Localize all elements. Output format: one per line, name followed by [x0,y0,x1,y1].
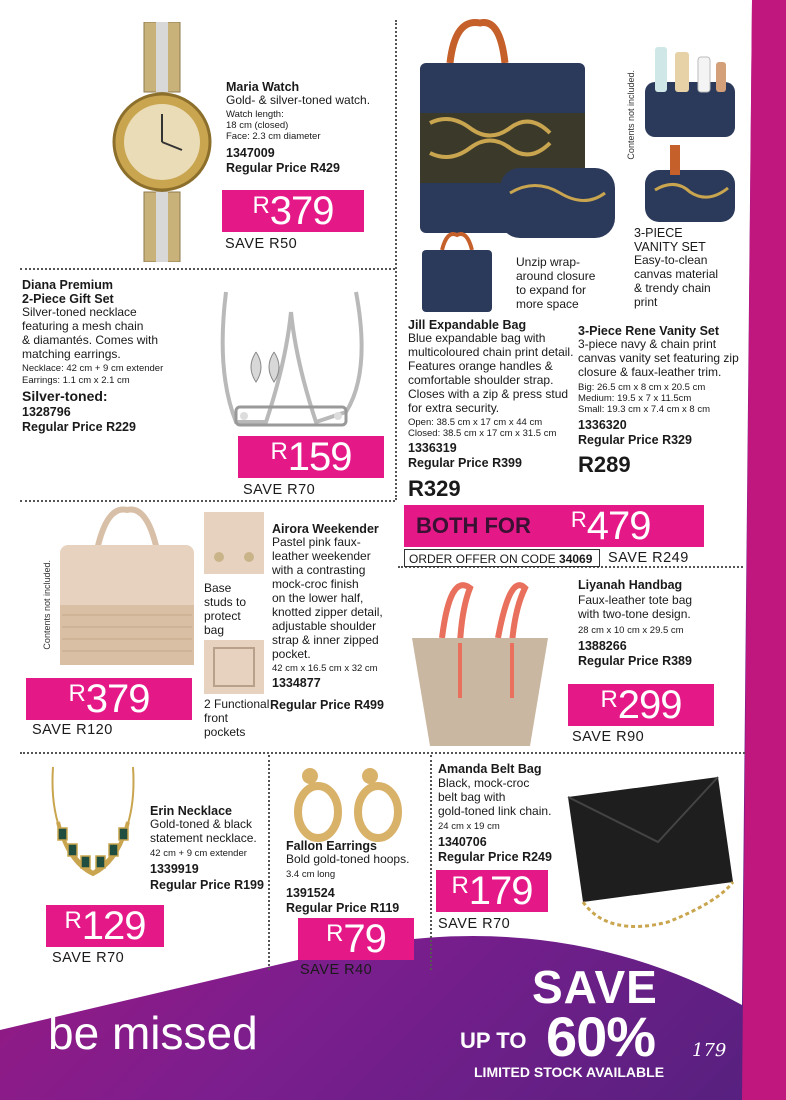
amanda-desc-1: Black, mock-croc [438,776,530,790]
diana-name-1: Diana Premium [22,278,114,292]
liyanah-price: 299 [617,682,682,727]
vanity-callout-1: 3-PIECE [634,226,683,240]
vanity-price: R289 [578,452,631,477]
weekender-callout-base-1: Base [204,581,232,595]
bundle-price: 479 [586,503,651,548]
liyanah-price-box [568,684,714,726]
diana-regular-price: Regular Price R229 [22,420,136,434]
jill-callout-4: more space [516,297,579,311]
weekender-desc-9: pocket. [272,647,311,661]
divider-col-top [395,20,397,500]
jill-desc-3: Features orange handles & [408,359,553,373]
liyanah-save: SAVE R90 [572,729,645,745]
weekender-code: 1334877 [272,676,321,690]
liyanah-desc-1: Faux-leather tote bag [578,593,693,607]
bundle-offer-line [404,549,600,567]
bundle-offer-prefix: ORDER OFFER ON CODE [409,552,560,566]
weekender-bag-image [52,505,202,675]
footer-up-to: UP TO [460,1028,527,1053]
erin-desc-1: Gold-toned & black [150,817,253,831]
vanity-regular-price: Regular Price R329 [578,433,692,447]
weekender-callout-pockets-3: pockets [204,725,246,739]
fallon-spec-1: 3.4 cm long [286,869,336,880]
jill-code: 1336319 [408,441,457,455]
fallon-regular-price: Regular Price R119 [286,901,400,915]
footer-tagline: be missed [48,1007,258,1059]
vanity-code: 1336320 [578,418,627,432]
weekender-desc-6: knotted zipper detail, [272,605,383,619]
weekender-desc-4: mock-croc finish [272,577,359,591]
jill-desc-6: for extra security. [408,401,500,415]
erin-price-box [46,905,164,947]
weekender-regular-price: Regular Price R499 [270,698,384,712]
amanda-currency: R [451,872,469,899]
weekender-price-box [26,678,192,720]
fallon-price-box [298,918,414,960]
divider-bottom-2 [430,755,432,970]
jill-name: Jill Expandable Bag [408,318,527,332]
fallon-price: 79 [343,916,386,961]
divider-row4 [20,752,745,754]
weekender-desc-2: leather weekender [272,549,371,563]
vanity-contents-note: Contents not included. [626,70,636,160]
diana-save: SAVE R70 [243,482,316,498]
amanda-price-box [436,870,548,912]
fallon-earrings-image [290,762,410,842]
jill-spec-2: Closed: 38.5 cm x 17 cm x 31.5 cm [408,428,557,439]
jill-callout-2: around closure [516,269,596,283]
weekender-callout-pockets-1: 2 Functional [204,697,270,711]
erin-desc-2: statement necklace. [150,831,257,845]
weekender-name: Airora Weekender [272,522,379,536]
watch-image [112,22,212,262]
erin-price: 129 [81,903,146,948]
fallon-code: 1391524 [286,886,335,900]
fallon-currency: R [326,920,344,947]
liyanah-spec-1: 28 cm x 10 cm x 29.5 cm [578,625,684,636]
weekender-callout-base-4: bag [204,623,225,637]
weekender-callout-base-2: studs to [204,595,247,609]
watch-name: Maria Watch [226,80,300,94]
liyanah-bag-image [400,568,560,750]
weekender-callout-base-3: protect [204,609,241,623]
amanda-spec-1: 24 cm x 19 cm [438,821,500,832]
weekender-desc-1: Pastel pink faux- [272,535,361,549]
diana-desc-2: featuring a mesh chain [22,319,144,333]
weekender-base-detail-image [204,512,264,574]
amanda-desc-2: belt bag with [438,790,506,804]
footer-save-word: SAVE [532,961,658,1013]
diana-desc-3: & diamantés. Comes with [22,333,159,347]
watch-regular-price: Regular Price R429 [226,161,340,175]
amanda-desc-3: gold-toned link chain. [438,804,552,818]
footer-stock: LIMITED STOCK AVAILABLE [474,1064,665,1080]
weekender-spec-1: 42 cm x 16.5 cm x 32 cm [272,663,378,674]
erin-necklace-image [38,762,148,892]
footer-page-number: 179 [692,1040,727,1061]
jill-price: R329 [408,476,461,501]
vanity-desc-2: canvas vanity set featuring zip [578,351,739,365]
liyanah-desc-2: with two-tone design. [578,607,691,621]
erin-code: 1339919 [150,862,199,876]
weekender-desc-8: strap & inner zipped [272,633,379,647]
watch-price-box [222,190,364,232]
weekender-pocket-detail-image [204,640,264,694]
vanity-spec-2: Medium: 19.5 x 7 x 11.5cm [578,393,692,404]
divider-bottom-1 [268,755,270,970]
weekender-desc-3: with a contrasting [272,563,366,577]
watch-save: SAVE R50 [225,236,298,252]
vanity-callout-2: VANITY SET [634,240,706,254]
jill-bag-small-image [412,230,502,315]
jill-regular-price: Regular Price R399 [408,456,522,470]
liyanah-name: Liyanah Handbag [578,578,683,592]
bundle-label: BOTH FOR [416,513,531,538]
diana-name-2: 2-Piece Gift Set [22,292,114,306]
vanity-callout-6: print [634,295,658,309]
jill-desc-2: multicoloured chain print detail. [408,345,574,359]
vanity-desc-1: 3-piece navy & chain print [578,337,717,351]
watch-spec-2: 18 cm (closed) [226,120,289,131]
diana-necklace-image [196,272,386,442]
liyanah-currency: R [600,686,618,713]
weekender-callout-pockets-2: front [204,711,229,725]
watch-price: 379 [269,188,334,233]
erin-save: SAVE R70 [52,950,125,966]
vanity-callout-4: canvas material [634,267,719,281]
erin-spec-1: 42 cm + 9 cm extender [150,848,247,859]
diana-desc-1: Silver-toned necklace [22,305,137,319]
footer-percent: 60% [546,1005,656,1068]
erin-regular-price: Regular Price R199 [150,878,264,892]
jill-callout-3: to expand for [516,283,587,297]
diana-price-box [238,436,384,478]
fallon-name: Fallon Earrings [286,839,377,853]
diana-variant: Silver-toned: [22,388,108,404]
diana-price: 159 [287,434,352,479]
watch-spec-1: Watch length: [226,109,284,120]
jill-desc-1: Blue expandable bag with [408,331,546,345]
diana-currency: R [270,438,288,465]
amanda-price: 179 [468,868,533,913]
erin-currency: R [64,907,82,934]
bundle-save: SAVE R249 [608,550,689,566]
vanity-spec-1: Big: 26.5 cm x 8 cm x 20.5 cm [578,382,706,393]
jill-desc-5: Closes with a zip & press stud [408,387,569,401]
weekender-save: SAVE R120 [32,722,113,738]
bundle-currency: R [570,507,587,532]
liyanah-regular-price: Regular Price R389 [578,654,692,668]
amanda-bag-image [548,772,738,942]
watch-currency: R [252,192,270,219]
vanity-desc-3: closure & faux-leather trim. [578,365,722,379]
watch-desc: Gold- & silver-toned watch. [226,93,371,107]
amanda-code: 1340706 [438,835,487,849]
amanda-name: Amanda Belt Bag [438,762,542,776]
watch-spec-3: Face: 2.3 cm diameter [226,131,321,142]
vanity-callout-5: & trendy chain [634,281,711,295]
diana-spec-2: Earrings: 1.1 cm x 2.1 cm [22,375,130,386]
fallon-save: SAVE R40 [300,962,373,978]
vanity-callout-3: Easy-to-clean [634,253,708,267]
watch-code: 1347009 [226,146,275,160]
vanity-spec-3: Small: 19.3 cm x 7.4 cm x 8 cm [578,404,710,415]
fallon-desc-1: Bold gold-toned hoops. [286,852,410,866]
weekender-contents-note: Contents not included. [42,560,52,650]
bundle-offer-code: 34069 [559,552,593,566]
diana-code: 1328796 [22,405,71,419]
divider-row2 [20,500,395,502]
weekender-desc-5: on the lower half, [272,591,364,605]
amanda-regular-price: Regular Price R249 [438,850,552,864]
jill-callout-1: Unzip wrap- [516,255,581,269]
weekender-currency: R [68,680,86,707]
vanity-bag-image [640,140,740,225]
weekender-price: 379 [85,676,150,721]
jill-desc-4: comfortable shoulder strap. [408,373,554,387]
erin-name: Erin Necklace [150,804,232,818]
vanity-name: 3-Piece Rene Vanity Set [578,324,720,338]
diana-spec-1: Necklace: 42 cm + 9 cm extender [22,363,164,374]
weekender-desc-7: adjustable shoulder [272,619,377,633]
jill-spec-1: Open: 38.5 cm x 17 cm x 44 cm [408,417,543,428]
liyanah-code: 1388266 [578,639,627,653]
jill-bag-image [400,18,625,243]
diana-desc-4: matching earrings. [22,347,121,361]
vanity-cosmetics-image [640,42,740,142]
bundle-banner [404,505,704,547]
amanda-save: SAVE R70 [438,916,511,932]
divider-row1 [20,268,395,270]
